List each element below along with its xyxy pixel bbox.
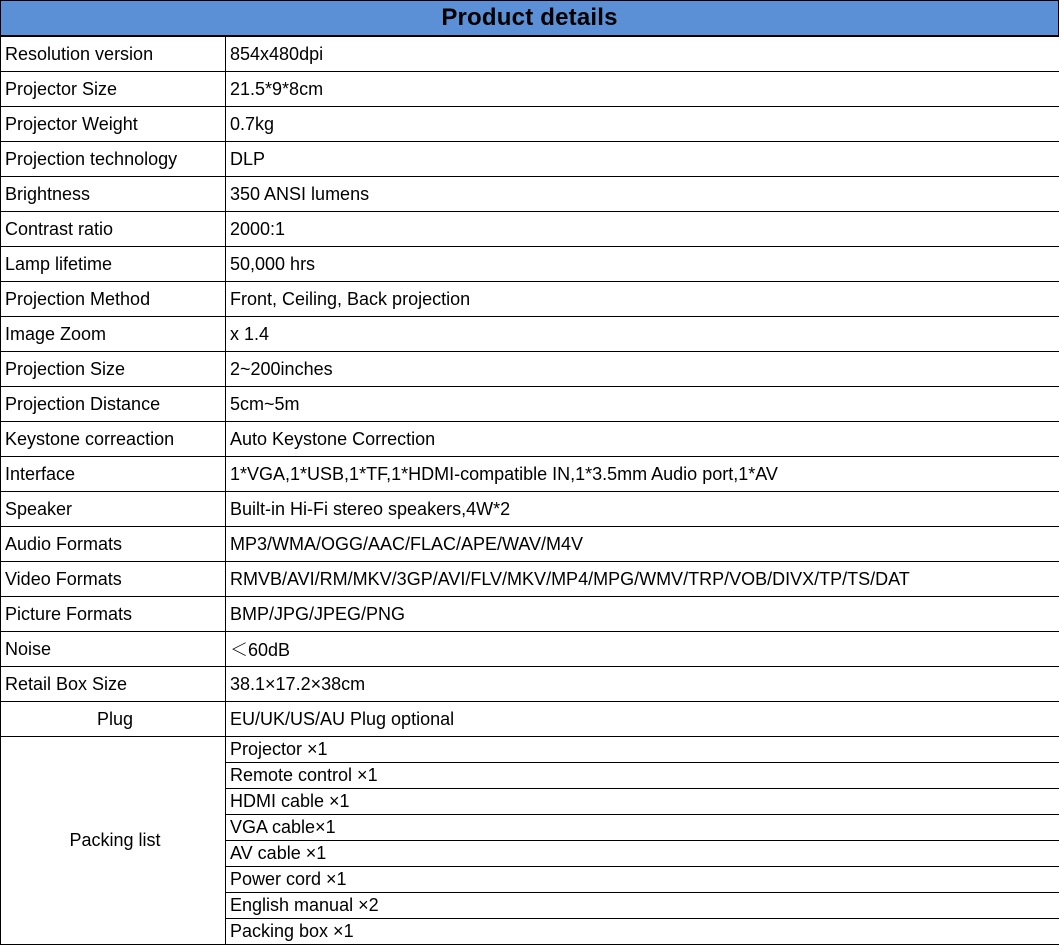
spec-label: Brightness <box>1 177 226 212</box>
sheet-title: Product details <box>0 0 1059 36</box>
spec-label: Picture Formats <box>1 597 226 632</box>
spec-value: 2~200inches <box>226 352 1059 387</box>
spec-label: Projection Method <box>1 282 226 317</box>
spec-value: 50,000 hrs <box>226 247 1059 282</box>
spec-row <box>1 492 1059 527</box>
spec-row <box>1 527 1059 562</box>
spec-label: Plug <box>1 702 226 737</box>
spec-label: Noise <box>1 632 226 667</box>
spec-value: EU/UK/US/AU Plug optional <box>226 702 1059 737</box>
spec-label: Speaker <box>1 492 226 527</box>
spec-value: 21.5*9*8cm <box>226 72 1059 107</box>
spec-row <box>1 142 1059 177</box>
spec-row <box>1 37 1059 72</box>
spec-row <box>1 667 1059 702</box>
spec-value: 854x480dpi <box>226 37 1059 72</box>
spec-value: DLP <box>226 142 1059 177</box>
spec-table-body <box>1 37 1059 945</box>
spec-value: x 1.4 <box>226 317 1059 352</box>
spec-row <box>1 457 1059 492</box>
spec-value: ＜60dB <box>226 632 1059 667</box>
spec-label: Projector Weight <box>1 107 226 142</box>
spec-label: Lamp lifetime <box>1 247 226 282</box>
packing-item: VGA cable×1 <box>226 815 1059 841</box>
spec-value: 350 ANSI lumens <box>226 177 1059 212</box>
spec-label: Retail Box Size <box>1 667 226 702</box>
spec-label: Video Formats <box>1 562 226 597</box>
spec-value: 0.7kg <box>226 107 1059 142</box>
spec-row <box>1 247 1059 282</box>
packing-row <box>1 737 1059 763</box>
spec-value: RMVB/AVI/RM/MKV/3GP/AVI/FLV/MKV/MP4/MPG/WMV/TRP/VOB/DIVX/TP/TS/DAT <box>226 562 1059 597</box>
packing-item: HDMI cable ×1 <box>226 789 1059 815</box>
packing-item: Packing box ×1 <box>226 919 1059 945</box>
spec-row <box>1 72 1059 107</box>
packing-item: Power cord ×1 <box>226 867 1059 893</box>
spec-value: 38.1×17.2×38cm <box>226 667 1059 702</box>
packing-item: AV cable ×1 <box>226 841 1059 867</box>
spec-value: 1*VGA,1*USB,1*TF,1*HDMI-compatible IN,1*3.5mm Audio port,1*AV <box>226 457 1059 492</box>
spec-value: BMP/JPG/JPEG/PNG <box>226 597 1059 632</box>
spec-row <box>1 597 1059 632</box>
packing-item: Projector ×1 <box>226 737 1059 763</box>
spec-label: Keystone correaction <box>1 422 226 457</box>
spec-value: 5cm~5m <box>226 387 1059 422</box>
spec-row <box>1 282 1059 317</box>
spec-row <box>1 177 1059 212</box>
spec-value: Auto Keystone Correction <box>226 422 1059 457</box>
spec-row <box>1 422 1059 457</box>
spec-row <box>1 387 1059 422</box>
spec-value: Front, Ceiling, Back projection <box>226 282 1059 317</box>
spec-value: 2000:1 <box>226 212 1059 247</box>
spec-label: Interface <box>1 457 226 492</box>
spec-label: Audio Formats <box>1 527 226 562</box>
spec-label: Contrast ratio <box>1 212 226 247</box>
spec-label: Image Zoom <box>1 317 226 352</box>
spec-label: Projector Size <box>1 72 226 107</box>
spec-row <box>1 317 1059 352</box>
spec-label: Projection technology <box>1 142 226 177</box>
spec-row <box>1 702 1059 737</box>
spec-value: MP3/WMA/OGG/AAC/FLAC/APE/WAV/M4V <box>226 527 1059 562</box>
spec-value: Built-in Hi-Fi stereo speakers,4W*2 <box>226 492 1059 527</box>
spec-label: Projection Size <box>1 352 226 387</box>
spec-row <box>1 562 1059 597</box>
spec-row <box>1 632 1059 667</box>
spec-row <box>1 107 1059 142</box>
packing-item: Remote control ×1 <box>226 763 1059 789</box>
spec-label: Projection Distance <box>1 387 226 422</box>
spec-row <box>1 212 1059 247</box>
spec-label: Resolution version <box>1 37 226 72</box>
spec-table <box>0 36 1059 945</box>
packing-item: English manual ×2 <box>226 893 1059 919</box>
spec-row <box>1 352 1059 387</box>
packing-list-label: Packing list <box>1 737 226 945</box>
